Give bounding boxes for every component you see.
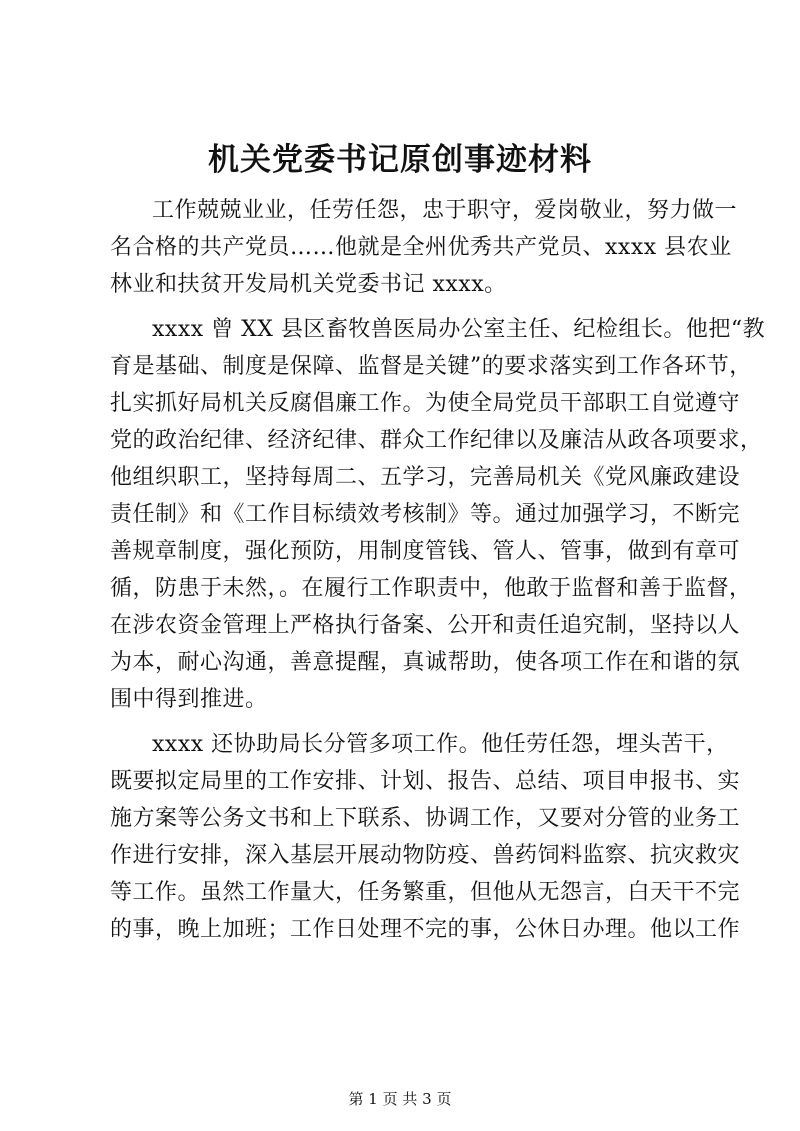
paragraph-line: 既要拟定局里的工作安排、计划、报告、总结、项目申报书、实 bbox=[110, 769, 741, 794]
paragraph-line: xxxx 还协助局长分管多项工作。他任劳任怨，埋头苦干， bbox=[152, 732, 729, 757]
paragraph-line: 育是基础、制度是保障、监督是关键”的要求落实到工作各环节， bbox=[110, 354, 752, 379]
paragraph-line: xxxx 曾 XX 县区畜牧兽医局办公室主任、纪检组长。他把“教 bbox=[152, 317, 766, 342]
paragraph-line: 林业和扶贫开发局机关党委书记 xxxx。 bbox=[110, 272, 507, 297]
paragraph-line: 责任制》和《工作目标绩效考核制》等。通过加强学习，不断完 bbox=[110, 502, 741, 527]
paragraph-line: 的事，晚上加班；工作日处理不完的事，公休日办理。他以工作 bbox=[110, 917, 741, 942]
paragraph-line: 他组织职工，坚持每周二、五学习，完善局机关《党风廉政建设 bbox=[110, 465, 741, 490]
page-title: 机关党委书记原创事迹材料 bbox=[208, 142, 592, 178]
paragraph-line: 扎实抓好局机关反腐倡廉工作。为使全局党员干部职工自觉遵守 bbox=[110, 391, 741, 416]
paragraph-line: 围中得到推进。 bbox=[110, 687, 268, 712]
paragraph-line: 在涉农资金管理上严格执行备案、公开和责任追究制，坚持以人 bbox=[110, 613, 741, 638]
paragraph-line: 名合格的共产党员……他就是全州优秀共产党员、xxxx 县农业 bbox=[110, 235, 732, 260]
paragraph-line: 党的政治纪律、经济纪律、群众工作纪律以及廉洁从政各项要求， bbox=[110, 428, 763, 453]
paragraph-line: 为本，耐心沟通，善意提醒，真诚帮助，使各项工作在和谐的氛 bbox=[110, 650, 741, 675]
paragraph-line: 工作兢兢业业，任劳任怨，忠于职守，爱岗敬业，努力做一 bbox=[152, 198, 738, 223]
page-footer: 第 1 页 共 3 页 bbox=[348, 1090, 452, 1108]
paragraph-line: 循，防患于未然，。在履行工作职责中，他敢于监督和善于监督， bbox=[110, 576, 752, 601]
paragraph-line: 善规章制度，强化预防，用制度管钱、管人、管事，做到有章可 bbox=[110, 539, 741, 564]
paragraph-line: 作进行安排，深入基层开展动物防疫、兽药饲料监察、抗灾救灾 bbox=[110, 843, 741, 868]
paragraph-line: 等工作。虽然工作量大，任务繁重，但他从无怨言，白天干不完 bbox=[110, 880, 741, 905]
paragraph-line: 施方案等公务文书和上下联系、协调工作，又要对分管的业务工 bbox=[110, 806, 741, 831]
